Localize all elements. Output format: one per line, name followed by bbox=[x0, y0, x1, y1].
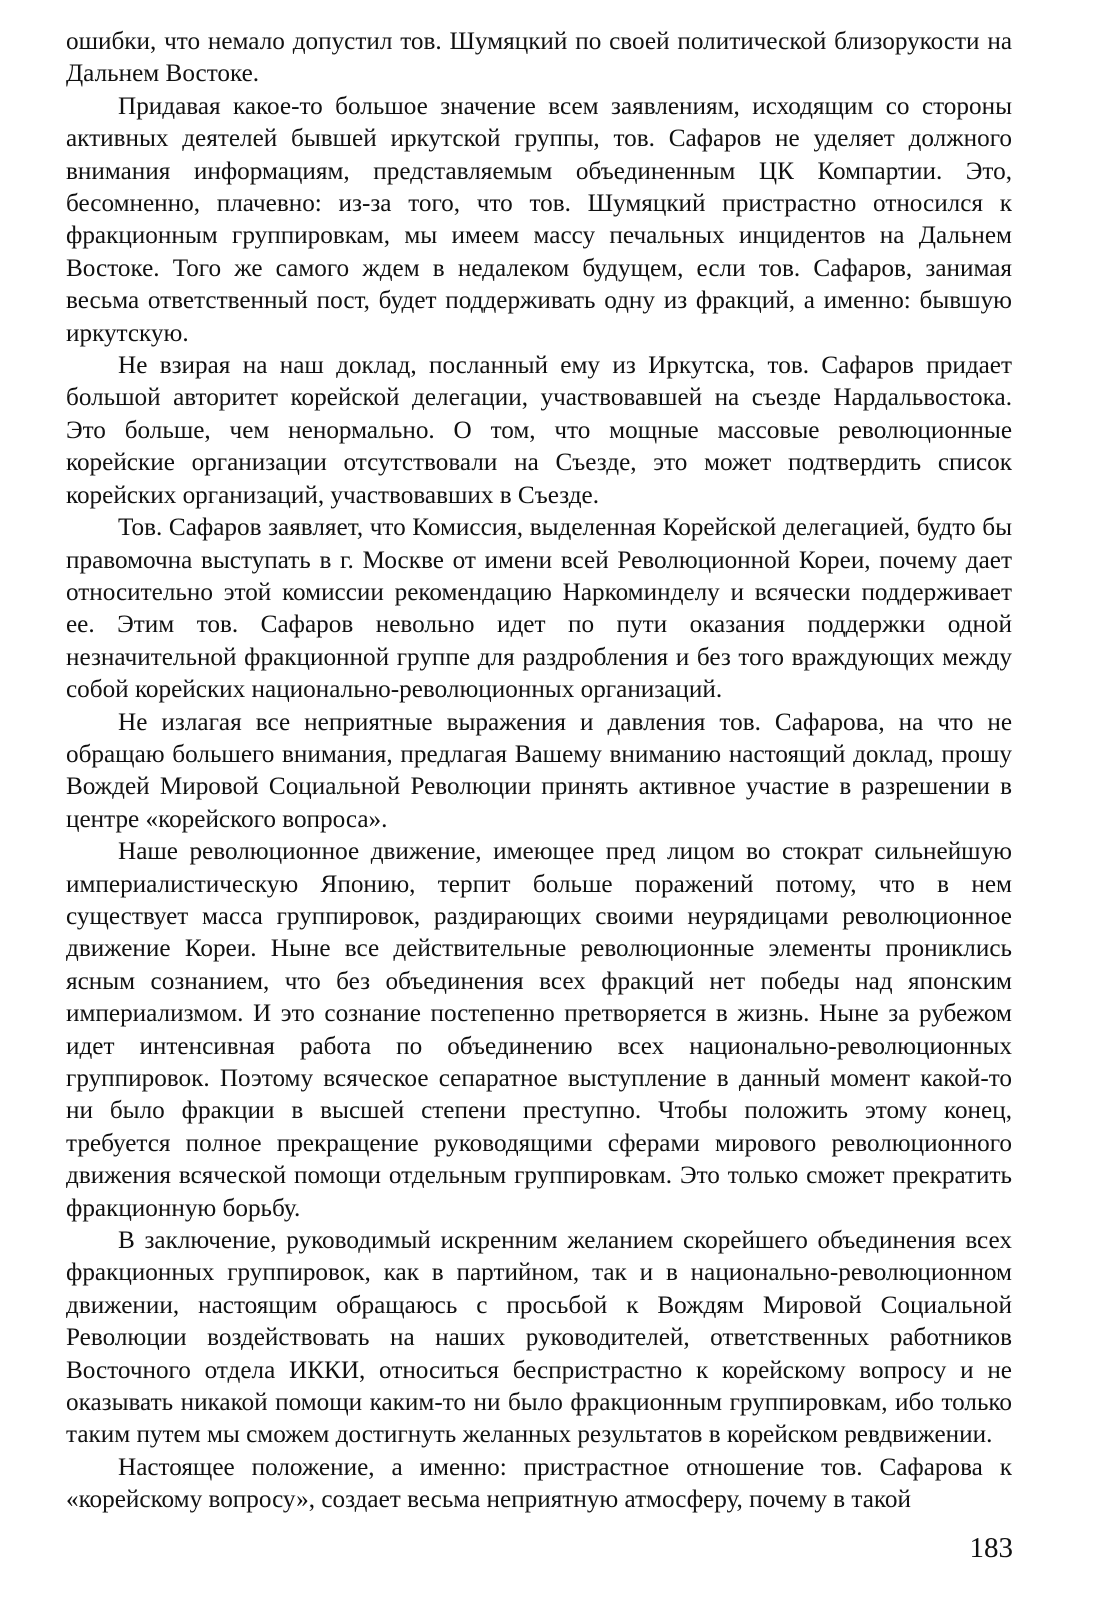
paragraph-8: Настоящее положение, а именно: пристрастное отношение тов. Сафарова к «корейскому вопросу», создает весьма неприятную атмосферу, почему в такой bbox=[66, 1453, 1012, 1514]
paragraph-4: Тов. Сафаров заявляет, что Комиссия, выделенная Корейской делегацией, будто бы правомочна выступать в г. Москве от имени всей Революционной Кореи, почему дает относительно этой комиссии рекомендацию Наркоминделу и всячески поддерживает ее. Этим тов. Сафаров невольно идет по пути оказания поддержки одной незначительной фракционной группе для раздробления и без того враждующих между собой корейских национально-революционных организаций. bbox=[66, 514, 1012, 704]
paragraph-5: Не излагая все неприятные выражения и давления тов. Сафарова, на что не обращаю большего внимания, предлагая Вашему вниманию настоящий доклад, прошу Вождей Мировой Социальной Революции принять активное участие в разрешении в центре «корейского вопроса». bbox=[66, 708, 1012, 833]
paragraph-2: Придавая какое-то большое значение всем заявлениям, исходящим со стороны активных деятелей бывшей иркутской группы, тов. Сафаров не уделяет должного внимания информациям, представляемым объединенным ЦК Компартии. Это, бесомненно, плачевно: из-за того, что тов. Шумяцкий пристрастно относился к фракционным группировкам, мы имеем массу печальных инцидентов на Дальнем Востоке. Того же самого ждем в недалеком будущем, если тов. Сафаров, занимая весьма ответственный пост, будет поддерживать одну из фракций, а именно: бывшую иркутскую. bbox=[66, 92, 1012, 347]
page-number: 183 bbox=[969, 1532, 1013, 1564]
paragraph-3: Не взирая на наш доклад, посланный ему из Иркутска, тов. Сафаров придает большой авторитет корейской делегации, участвовавшей на съезде Нардальвостока. Это больше, чем ненормально. О том, что мощные массовые революционные корейские организации отсутствовали на Съезде, это может подтвердить список корейских организаций, участвовавших в Съезде. bbox=[66, 352, 1012, 509]
document-body bbox=[66, 26, 1012, 1517]
paragraph-7: В заключение, руководимый искренним желанием скорейшего объединения всех фракционных группировок, как в партийном, так и в национально-революционном движении, настоящим обращаюсь с просьбой к Вождям Мировой Социальной Революции воздействовать на наших руководителей, ответственных работников Восточного отдела ИККИ, относиться беспристрастно к корейскому вопросу и не оказывать никакой помощи каким-то ни было фракционным группировкам, ибо только таким путем мы сможем достигнуть желанных результатов в корейском ревдвижении. bbox=[66, 1227, 1012, 1449]
paragraph-1: ошибки, что немало допустил тов. Шумяцкий по своей политической близорукости на Дальнем Востоке. bbox=[66, 28, 1012, 88]
paragraph-6: Наше революционное движение, имеющее пред лицом во стократ сильнейшую империалистическую Японию, терпит больше поражений потому, что в нем существует масса группировок, раздирающих своими неурядицами революционное движение Кореи. Ныне все действительные революционные элементы прониклись ясным сознанием, что без объединения всех фракций нет победы над японским империализмом. И это сознание постепенно претворяется в жизнь. Ныне за рубежом идет интенсивная работа по объединению всех национально-революционных группировок. Поэтому всяческое сепаратное выступление в данный момент какой-то ни было фракции в высшей степени преступно. Чтобы положить этому конец, требуется полное прекращение руководящими сферами мирового революционного движения всяческой помощи отдельным группировкам. Это только сможет прекратить фракционную борьбу. bbox=[66, 838, 1012, 1222]
